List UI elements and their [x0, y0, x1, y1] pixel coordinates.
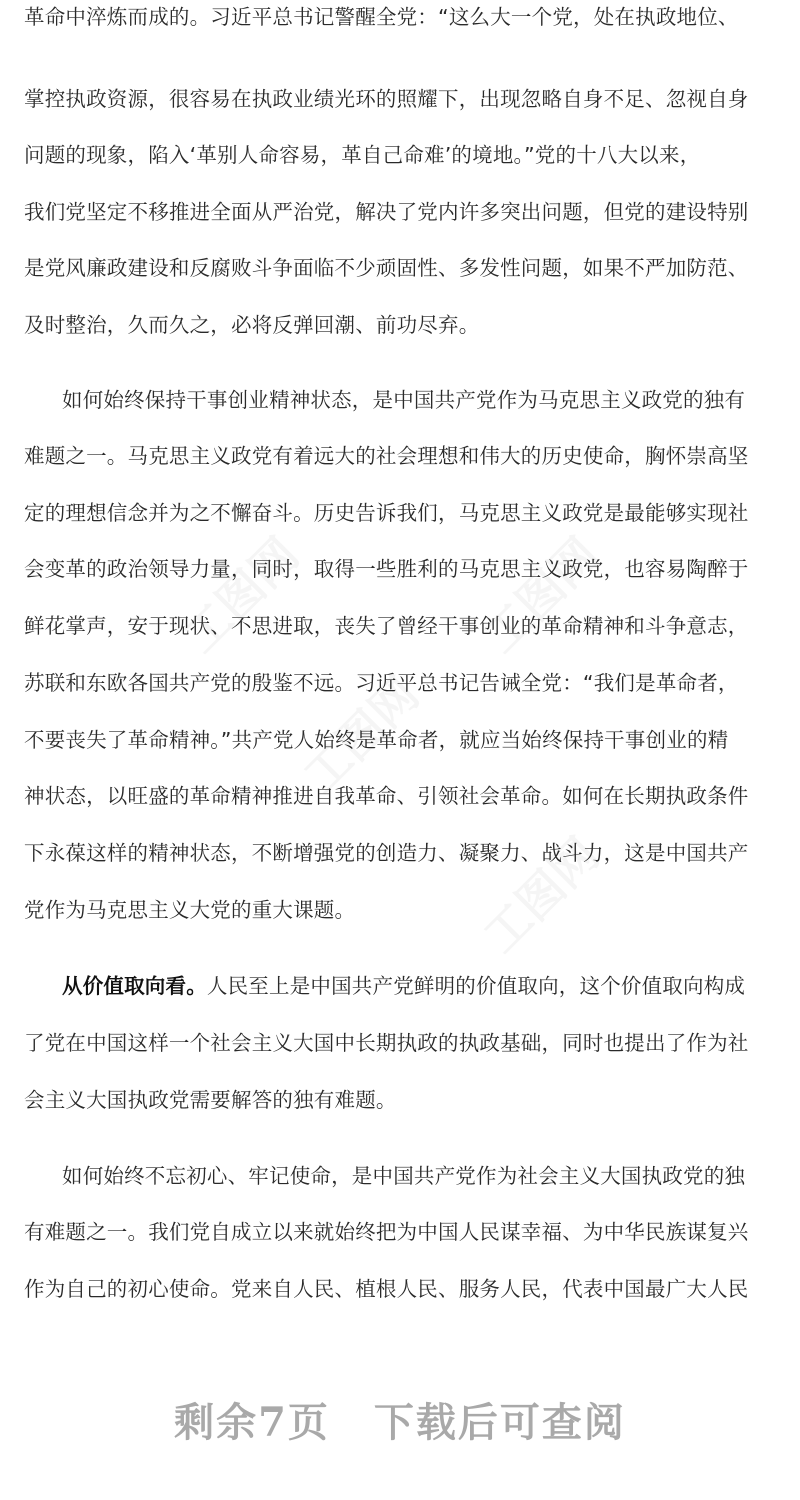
paragraph-line: 会变革的政治领导力量，同时，取得一些胜利的马克思主义政党，也容易陶醉于	[24, 557, 749, 581]
paragraph-line: 有难题之一。我们党自成立以来就始终把为中国人民谋幸福、为中华民族谋复兴	[24, 1220, 749, 1244]
paragraph-line: 如何始终不忘初心、牢记使命，是中国共产党作为社会主义大国执政党的独	[62, 1164, 746, 1188]
paragraph-line: 定的理想信念并为之不懈奋斗。历史告诉我们，马克思主义政党是最能够实现社	[24, 501, 749, 525]
paragraph-line: 神状态，以旺盛的革命精神推进自我革命、引领社会革命。如何在长期执政条件	[24, 784, 749, 808]
download-hint-label[interactable]: 下载后可查阅	[373, 1399, 626, 1446]
paragraph-line: 我们党坚定不移推进全面从严治党，解决了党内许多突出问题，但党的建设特别	[24, 200, 749, 224]
paragraph-text: 人民至上是中国共产党鲜明的价值取向，这个价值取向构成	[206, 974, 746, 998]
paragraph-line: 不要丧失了革命精神。”共产党人始终是革命者，就应当始终保持干事创业的精	[24, 728, 729, 752]
remaining-pages-label: 剩余7页	[174, 1399, 330, 1446]
watermark: 工图网	[173, 527, 310, 664]
watermark: 工图网	[293, 667, 430, 804]
paragraph-line: 是党风廉政建设和反腐败斗争面临不少顽固性、多发性问题，如果不严加防范、	[24, 256, 749, 280]
paragraph-line: 难题之一。马克思主义政党有着远大的社会理想和伟大的历史使命，胸怀崇高坚	[24, 444, 749, 468]
paragraph-line: 革命中淬炼而成的。习近平总书记警醒全党：“这么大一个党，处在执政地位、	[24, 5, 739, 29]
watermark: 工图网	[473, 827, 610, 964]
section-lead: 从价值取向看。	[62, 974, 207, 998]
paragraph-line: 下永葆这样的精神状态，不断增强党的创造力、凝聚力、战斗力，这是中国共产	[24, 841, 749, 865]
paragraph-line: 作为自己的初心使命。党来自人民、植根人民、服务人民，代表中国最广大人民	[24, 1277, 749, 1301]
paragraph-line: 鲜花掌声，安于现状、不思进取，丧失了曾经干事创业的革命精神和斗争意志，	[24, 614, 749, 638]
paragraph-line: 问题的现象，陷入‘革别人命容易，革自己命难’的境地。”党的十八大以来，	[24, 143, 701, 167]
download-prompt-banner[interactable]	[0, 1396, 800, 1450]
watermark: 工图网	[473, 527, 610, 664]
paragraph-line: 了党在中国这样一个社会主义大国中长期执政的执政基础，同时也提出了作为社	[24, 1031, 749, 1055]
paragraph-line: 会主义大国执政党需要解答的独有难题。	[24, 1088, 397, 1112]
paragraph-line: 掌控执政资源，很容易在执政业绩光环的照耀下，出现忽略自身不足、忽视自身	[24, 87, 749, 111]
paragraph-line	[62, 971, 780, 1001]
paragraph-line: 苏联和东欧各国共产党的殷鉴不远。习近平总书记告诫全党：“我们是革命者，	[24, 671, 739, 695]
paragraph-line: 如何始终保持干事创业精神状态，是中国共产党作为马克思主义政党的独有	[62, 388, 746, 412]
paragraph-line: 党作为马克思主义大党的重大课题。	[24, 898, 356, 922]
paragraph-line: 及时整治，久而久之，必将反弹回潮、前功尽弃。	[24, 313, 480, 337]
